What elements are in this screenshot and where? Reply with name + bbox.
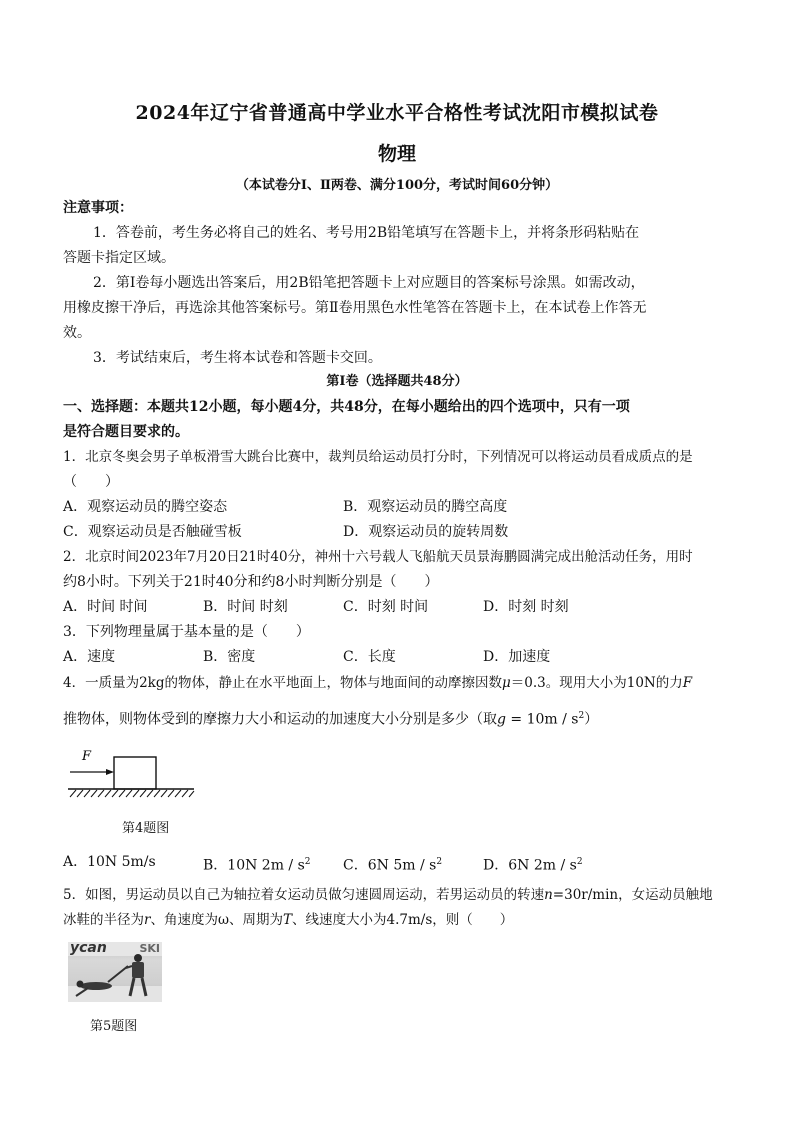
q3-option-b: B．密度: [203, 649, 256, 665]
q5-photo-logo-2: SKI: [139, 942, 160, 955]
q4-figure-force-label: F: [82, 749, 92, 764]
q2-option-b: B．时间 时刻: [203, 599, 288, 615]
q5-stem-2: [63, 910, 513, 930]
q4-g-symbol: g: [497, 711, 506, 728]
section-heading-2: 是符合题目要求的。: [63, 424, 189, 440]
q4-option-d-sup: 2: [576, 857, 583, 867]
q5-stem-2b: 、角速度为ω、周期为: [150, 912, 283, 928]
q4-option-b-text: B．10N 2m / s: [203, 857, 305, 874]
q1-stem-2: （ ）: [63, 474, 119, 490]
q5-figure-caption: 第5题图: [90, 1019, 138, 1034]
q5-r-symbol: r: [144, 912, 151, 928]
q2-option-c: C．时刻 时间: [343, 599, 429, 615]
q4-option-c-text: C．6N 5m / s: [343, 857, 437, 874]
q2-stem-2: 约8小时。下列关于21时40分和约8小时判断分别是（ ）: [63, 574, 439, 590]
q1-stem-1: 1．北京冬奥会男子单板滑雪大跳台比赛中，裁判员给运动员打分时，下列情况可以将运动员看成质点的是: [63, 449, 693, 465]
part1-heading: 第Ⅰ卷（选择题共48分）: [326, 374, 468, 389]
notice-item-1b: 答题卡指定区域。: [63, 250, 175, 266]
q1-option-c: C．观察运动员是否触碰雪板: [63, 524, 242, 540]
q4-ground-hatching: [70, 790, 194, 797]
q4-force-arrowhead: [106, 769, 114, 775]
q2-option-d: D．时刻 时刻: [483, 599, 569, 615]
q5-stem-1b: =30r/min，女运动员触地: [552, 887, 713, 903]
q3-option-a: A．速度: [63, 649, 116, 665]
q4-option-c: [343, 852, 442, 876]
exam-note: （本试卷分Ⅰ、Ⅱ两卷、满分100分，考试时间60分钟）: [235, 178, 559, 193]
q4-mu-symbol: μ: [502, 675, 511, 691]
q4-option-a: A．10N 5m/s: [63, 854, 156, 870]
q4-stem-2: [63, 706, 598, 730]
q4-stem-1: [63, 673, 692, 693]
q4-stem-2a: 推物体，则物体受到的摩擦力大小和运动的加速度大小分别是多少（取: [63, 711, 497, 728]
q4-option-c-sup: 2: [436, 857, 443, 867]
section-heading-1: 一、选择题：本题共12小题，每小题4分，共48分，在每小题给出的四个选项中，只有一项: [63, 399, 630, 415]
q2-option-a: A．时间 时间: [63, 599, 148, 615]
q1-option-a: A．观察运动员的腾空姿态: [63, 499, 228, 515]
q4-force-symbol: F: [682, 675, 693, 691]
q4-stem-sup: 2: [578, 711, 585, 721]
q3-stem: 3．下列物理量属于基本量的是（ ）: [63, 624, 310, 640]
subject-title: 物理: [377, 143, 416, 165]
q4-figure-caption: 第4题图: [122, 821, 170, 836]
q4-stem-1b: ＝0.3。现用大小为10N的力: [510, 675, 683, 691]
q1-option-b: B．观察运动员的腾空高度: [343, 499, 508, 515]
q4-option-d: [483, 852, 583, 876]
notice-item-2a: 2．第Ⅰ卷每小题选出答案后，用2B铅笔把答题卡上对应题目的答案标号涂黑。如需改动，: [93, 275, 645, 291]
q5-stem-1a: 5．如图，男运动员以自己为轴拉着女运动员做匀速圆周运动，若男运动员的转速: [63, 887, 545, 903]
q5-n-symbol: n: [544, 887, 553, 903]
q3-option-c: C．长度: [343, 649, 396, 665]
q5-stem-2c: 、线速度大小为4.7m/s，则（ ）: [292, 912, 514, 928]
notice-item-3: 3．考试结束后，考生将本试卷和答题卡交回。: [93, 350, 382, 366]
q4-stem-2c: ）: [584, 711, 599, 728]
q5-stem-1: [63, 885, 713, 905]
q5-photo-logo: ycan: [70, 942, 107, 956]
notice-item-2b: 用橡皮擦干净后，再选涂其他答案标号。第Ⅱ卷用黑色水性笔答在答题卡上，在本试卷上作答无: [63, 300, 647, 316]
notice-item-2c: 效。: [63, 325, 91, 341]
q4-option-d-text: D．6N 2m / s: [483, 857, 577, 874]
q5-skating-photo: [68, 942, 162, 1002]
exam-title: 2024年辽宁省普通高中学业水平合格性考试沈阳市模拟试卷: [135, 102, 659, 124]
notice-heading: 注意事项：: [63, 200, 133, 216]
q3-option-d: D．加速度: [483, 649, 551, 665]
q1-option-d: D．观察运动员的旋转周数: [343, 524, 509, 540]
q4-option-b-sup: 2: [304, 857, 311, 867]
q4-stem-1a: 4．一质量为2kg的物体，静止在水平地面上，物体与地面间的动摩擦因数: [63, 675, 502, 691]
q4-option-b: [203, 852, 311, 876]
q5-t-symbol: T: [282, 912, 292, 928]
q5-skaters-figure: [68, 942, 162, 1002]
notice-item-1a: 1．答卷前，考生务必将自己的姓名、考号用2B铅笔填写在答题卡上，并将条形码粘贴在: [93, 225, 640, 241]
q4-stem-2b: = 10m / s: [505, 711, 579, 728]
q4-figure: [66, 744, 196, 804]
q5-stem-2a: 冰鞋的半径为: [63, 912, 144, 928]
q2-stem-1: 2．北京时间2023年7月20日21时40分，神州十六号载人飞船航天员景海鹏圆满完成出舱活动任务，用时: [63, 549, 693, 565]
q4-block: [114, 757, 156, 789]
